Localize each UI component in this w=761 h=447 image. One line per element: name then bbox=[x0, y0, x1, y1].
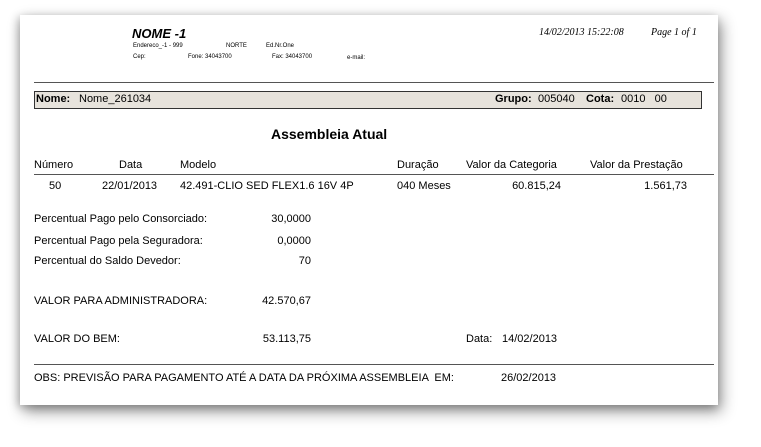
fax: Fax: 34043700 bbox=[272, 54, 313, 60]
page-number: Page 1 of 1 bbox=[651, 27, 697, 38]
percentual-seguradora-label: Percentual Pago pela Seguradora: bbox=[34, 235, 203, 247]
cell-modelo: 42.491-CLIO SED FLEX1.6 16V 4P bbox=[180, 180, 354, 192]
valor-admin-label: VALOR PARA ADMINISTRADORA: bbox=[34, 295, 208, 307]
region: NORTE bbox=[226, 43, 247, 49]
footer-divider bbox=[34, 364, 714, 365]
percentual-consorciado-label: Percentual Pago pelo Consorciado: bbox=[34, 213, 208, 225]
valor-bem-label: VALOR DO BEM: bbox=[34, 333, 120, 345]
cell-valor-categoria: 60.815,24 bbox=[512, 180, 561, 192]
name-bar bbox=[34, 91, 702, 109]
col-header-numero: Número bbox=[34, 159, 74, 171]
report-title: NOME -1 bbox=[132, 26, 187, 41]
cep-label: Cep: bbox=[133, 54, 146, 60]
valor-admin-value: 42.570,67 bbox=[262, 295, 311, 307]
cell-valor-prestacao: 1.561,73 bbox=[644, 180, 687, 192]
obs-date: 26/02/2013 bbox=[501, 372, 557, 384]
cell-numero: 50 bbox=[49, 180, 62, 192]
cota-label: Cota: bbox=[586, 93, 615, 105]
email-label: e-mail: bbox=[347, 55, 366, 61]
grupo-value: 005040 bbox=[538, 93, 575, 105]
percentual-saldo-label: Percentual do Saldo Devedor: bbox=[34, 255, 181, 267]
data-value: 14/02/2013 bbox=[502, 333, 558, 345]
col-header-modelo: Modelo bbox=[180, 159, 217, 171]
company: Ed.Nr.One bbox=[266, 43, 295, 49]
report-datetime: 14/02/2013 15:22:08 bbox=[539, 27, 624, 38]
percentual-consorciado-value: 30,0000 bbox=[271, 213, 311, 225]
nome-label: Nome: bbox=[36, 93, 71, 105]
cell-duracao: 040 Meses bbox=[397, 180, 451, 192]
nome-value: Nome_261034 bbox=[79, 93, 152, 105]
col-header-valor-categoria: Valor da Categoria bbox=[466, 159, 557, 171]
section-title: Assembleia Atual bbox=[271, 126, 388, 142]
header-divider bbox=[34, 82, 714, 83]
valor-bem-value: 53.113,75 bbox=[262, 333, 311, 345]
col-header-data: Data bbox=[119, 159, 143, 171]
table-header-divider bbox=[34, 174, 714, 175]
grupo-label: Grupo: bbox=[495, 93, 532, 105]
report-page bbox=[20, 15, 718, 405]
percentual-saldo-value: 70 bbox=[298, 255, 311, 267]
cota-value: 0010 00 bbox=[621, 93, 667, 105]
obs-text: OBS: PREVISÃO PARA PAGAMENTO ATÉ A DATA DA PRÓXIMA ASSEMBLEIA EM: bbox=[34, 372, 454, 384]
address-line: Endereco_-1 - 999 bbox=[133, 43, 183, 49]
col-header-valor-prestacao: Valor da Prestação bbox=[590, 159, 683, 171]
cell-data: 22/01/2013 bbox=[102, 180, 158, 192]
data-label: Data: bbox=[466, 333, 493, 345]
fone: Fone: 34043700 bbox=[188, 54, 232, 60]
col-header-duracao: Duração bbox=[397, 159, 439, 171]
percentual-seguradora-value: 0,0000 bbox=[277, 235, 311, 247]
